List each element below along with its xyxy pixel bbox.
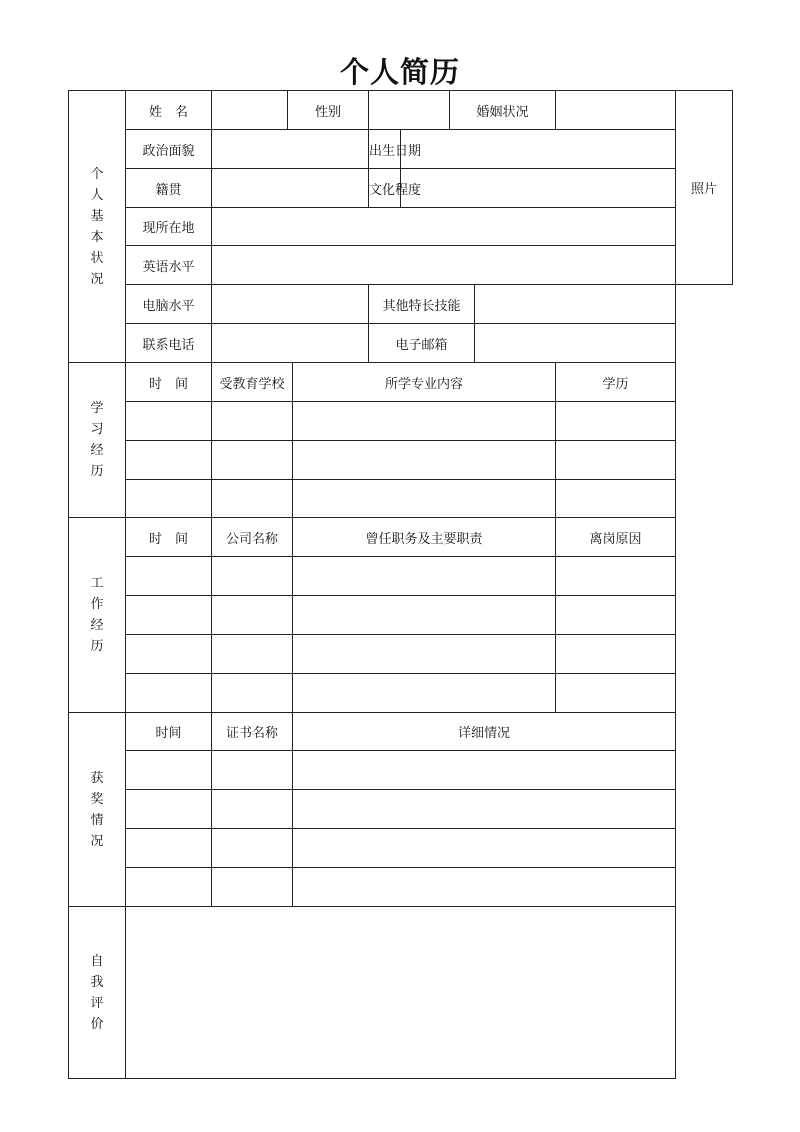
work-row-duties[interactable]: [293, 596, 556, 635]
birth-date-field[interactable]: [401, 130, 676, 169]
education-level-field[interactable]: [401, 169, 676, 208]
name-label: 姓 名: [126, 91, 212, 130]
section-study-history: 学习经历: [69, 363, 126, 518]
study-row-major[interactable]: [293, 480, 556, 518]
awards-header-time: 时间: [126, 713, 212, 751]
study-row-time[interactable]: [126, 441, 212, 480]
work-row-leave-reason[interactable]: [556, 557, 676, 596]
work-row-duties[interactable]: [293, 674, 556, 713]
work-header-duties: 曾任职务及主要职责: [293, 518, 556, 557]
awards-row-certificate[interactable]: [212, 829, 293, 868]
awards-row-details[interactable]: [293, 751, 676, 790]
work-row-company[interactable]: [212, 674, 293, 713]
study-row-major[interactable]: [293, 402, 556, 441]
political-status-label: 政治面貌: [126, 130, 212, 169]
email-field[interactable]: [475, 324, 676, 363]
work-row-time[interactable]: [126, 674, 212, 713]
marital-status-field[interactable]: [556, 91, 676, 130]
other-skills-label: 其他特长技能: [369, 285, 475, 324]
self-evaluation-field[interactable]: [126, 907, 676, 1079]
work-row-leave-reason[interactable]: [556, 635, 676, 674]
awards-row-details[interactable]: [293, 868, 676, 907]
email-label: 电子邮箱: [369, 324, 475, 363]
gender-label: 性别: [288, 91, 369, 130]
awards-row-details[interactable]: [293, 829, 676, 868]
work-row-time[interactable]: [126, 635, 212, 674]
study-row-school[interactable]: [212, 480, 293, 518]
study-row-school[interactable]: [212, 402, 293, 441]
study-header-degree: 学历: [556, 363, 676, 402]
study-row-degree[interactable]: [556, 480, 676, 518]
work-row-leave-reason[interactable]: [556, 596, 676, 635]
study-header-major: 所学专业内容: [293, 363, 556, 402]
study-row-degree[interactable]: [556, 402, 676, 441]
study-row-major[interactable]: [293, 441, 556, 480]
gender-field[interactable]: [369, 91, 450, 130]
work-row-duties[interactable]: [293, 635, 556, 674]
photo-box[interactable]: 照片: [676, 91, 733, 285]
study-row-time[interactable]: [126, 402, 212, 441]
study-row-time[interactable]: [126, 480, 212, 518]
current-location-label: 现所在地: [126, 208, 212, 246]
awards-row-details[interactable]: [293, 790, 676, 829]
awards-row-certificate[interactable]: [212, 868, 293, 907]
awards-row-time[interactable]: [126, 868, 212, 907]
awards-row-certificate[interactable]: [212, 751, 293, 790]
english-level-label: 英语水平: [126, 246, 212, 285]
phone-field[interactable]: [212, 324, 369, 363]
resume-table: [68, 90, 733, 1079]
native-place-field[interactable]: [212, 169, 369, 208]
study-header-school: 受教育学校: [212, 363, 293, 402]
awards-row-certificate[interactable]: [212, 790, 293, 829]
political-status-field[interactable]: [212, 130, 369, 169]
work-header-company: 公司名称: [212, 518, 293, 557]
awards-header-details: 详细情况: [293, 713, 676, 751]
work-row-leave-reason[interactable]: [556, 674, 676, 713]
other-skills-field[interactable]: [475, 285, 676, 324]
section-work-history: 工作经历: [69, 518, 126, 713]
name-field[interactable]: [212, 91, 288, 130]
native-place-label: 籍贯: [126, 169, 212, 208]
section-basic-info: 个人基本状况: [69, 91, 126, 363]
birth-date-label: 出生日期: [369, 130, 401, 169]
work-row-time[interactable]: [126, 557, 212, 596]
study-row-school[interactable]: [212, 441, 293, 480]
work-header-leave-reason: 离岗原因: [556, 518, 676, 557]
marital-status-label: 婚姻状况: [450, 91, 556, 130]
section-awards: 获奖情况: [69, 713, 126, 907]
awards-header-certificate: 证书名称: [212, 713, 293, 751]
study-header-time: 时 间: [126, 363, 212, 402]
english-level-field[interactable]: [212, 246, 676, 285]
work-header-time: 时 间: [126, 518, 212, 557]
education-level-label: 文化程度: [369, 169, 401, 208]
work-row-company[interactable]: [212, 635, 293, 674]
current-location-field[interactable]: [212, 208, 676, 246]
work-row-company[interactable]: [212, 596, 293, 635]
computer-level-field[interactable]: [212, 285, 369, 324]
study-row-degree[interactable]: [556, 441, 676, 480]
page-title: 个人简历: [339, 55, 460, 89]
work-row-company[interactable]: [212, 557, 293, 596]
section-self-evaluation: 自我评价: [69, 907, 126, 1079]
phone-label: 联系电话: [126, 324, 212, 363]
work-row-time[interactable]: [126, 596, 212, 635]
awards-row-time[interactable]: [126, 829, 212, 868]
computer-level-label: 电脑水平: [126, 285, 212, 324]
awards-row-time[interactable]: [126, 790, 212, 829]
work-row-duties[interactable]: [293, 557, 556, 596]
awards-row-time[interactable]: [126, 751, 212, 790]
